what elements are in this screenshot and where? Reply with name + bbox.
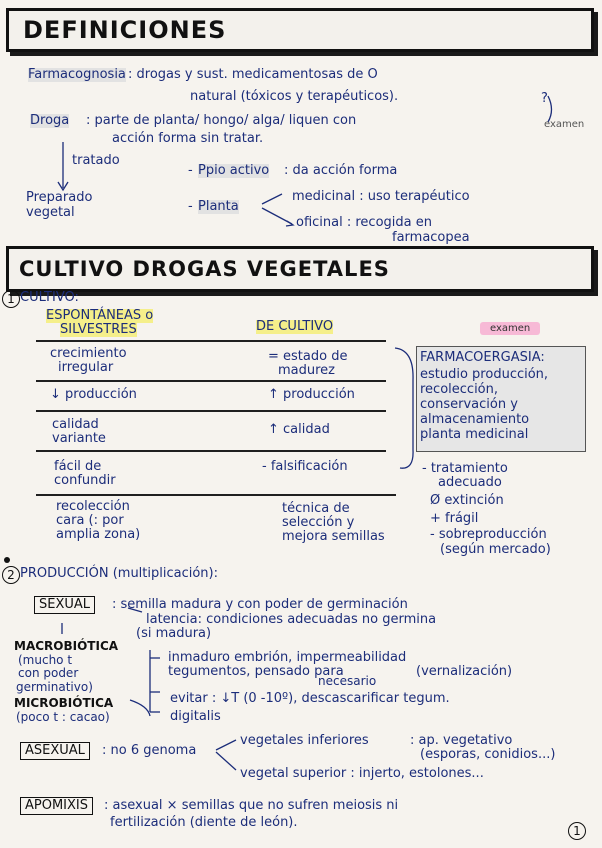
title-definiciones-box (6, 8, 594, 52)
preparado-line1: Preparado (26, 190, 93, 205)
row5-right-line3: mejora semillas (282, 529, 385, 544)
row5-right-line1: técnica de (282, 501, 350, 516)
latencia-line2: (si madura) (136, 626, 212, 641)
asexual-def: : no 6 genoma (102, 743, 197, 758)
farmacognosia-def-line2: natural (tóxicos y terapéuticos). (190, 89, 399, 104)
macro-line2: (mucho t (18, 653, 73, 667)
list-item-sobreproduccion: - sobreproducción (430, 527, 547, 542)
row4-left-line1: fácil de (54, 459, 102, 474)
aparato-vegetativo: : ap. vegetativo (410, 733, 513, 748)
planta-dash: - (188, 199, 193, 214)
row5-left-line2: cara (: por (56, 513, 124, 528)
examen-note: examen (544, 119, 585, 130)
farmacoergasia-line1: estudio producción, (420, 367, 549, 382)
row5-right-line2: selección y (282, 515, 355, 530)
principio-term: Ppio activo (198, 163, 270, 178)
oficinal-line1: oficinal : recogida en (296, 215, 432, 230)
asexual-label: ASEXUAL (20, 742, 90, 760)
causa-line3: necesario (318, 674, 377, 688)
row5-left-line3: amplia zona) (56, 527, 141, 542)
farmacognosia-def-line1: : drogas y sust. medicamentosas de O (128, 67, 378, 82)
principio-dash: - (188, 163, 193, 178)
preparado-line2: vegetal (26, 205, 75, 220)
row1-left-line2: irregular (58, 360, 114, 375)
row1-left-line1: crecimiento (50, 346, 127, 361)
title-cultivo-box (6, 246, 594, 292)
causa-line1: inmaduro embrión, impermeabilidad (168, 650, 407, 665)
row4-right: - falsificación (262, 459, 348, 474)
evitar-line: evitar : ↓T (0 -10º), descascarificar tegum. (170, 691, 450, 706)
latencia-line1: latencia: condiciones adecuadas no germina (146, 612, 437, 627)
farmacoergasia-line3: conservación y (420, 397, 518, 412)
list-item-tratamiento: - tratamiento (422, 461, 508, 476)
question-mark: ? (541, 91, 548, 106)
principio-def: : da acción forma (284, 163, 398, 178)
row4-left-line2: confundir (54, 473, 116, 488)
causa-line4: (vernalización) (416, 664, 513, 679)
droga-def-line1: : parte de planta/ hongo/ alga/ liquen con (86, 113, 357, 128)
sexual-label: SEXUAL (34, 596, 95, 614)
row3-left-line2: variante (52, 431, 106, 446)
row2-right: ↑ producción (268, 387, 355, 402)
row5-left-line1: recolección (56, 499, 130, 514)
list-item-mercado: (según mercado) (440, 542, 551, 557)
macro-line4: germinativo) (16, 680, 93, 694)
row1-right-line1: = estado de (268, 349, 348, 364)
row2-left: ↓ producción (50, 387, 137, 402)
bullet-dot (4, 557, 10, 563)
vegetales-inferiores: vegetales inferiores (240, 733, 369, 748)
planta-term: Planta (198, 199, 239, 214)
droga-def-line2: acción forma sin tratar. (112, 131, 264, 146)
sexual-def: : semilla madura y con poder de germinación (112, 597, 408, 612)
row3-right: ↑ calidad (268, 422, 330, 437)
table-line (36, 340, 386, 342)
vegetal-superior: vegetal superior : injerto, estolones... (240, 766, 484, 781)
farmacognosia-term: Farmacognosia (28, 67, 126, 82)
apomixis-line1: : asexual × semillas que no sufren meiosis ni (104, 798, 399, 813)
table-line (36, 494, 396, 496)
col-right-title: DE CULTIVO (256, 319, 334, 334)
list-item-adecuado: adecuado (438, 475, 502, 490)
table-line (36, 380, 386, 382)
micro-line2: (poco t : cacao) (16, 710, 110, 724)
farmacoergasia-line4: almacenamiento (420, 412, 530, 427)
section-number-2: 2 (2, 566, 20, 584)
droga-term: Droga (30, 113, 70, 128)
examen-tag: examen (480, 322, 540, 335)
farmacoergasia-line2: recolección, (420, 382, 498, 397)
farmacoergasia-line5: planta medicinal (420, 427, 529, 442)
oficinal-line2: farmacopea (392, 230, 470, 245)
produccion-title: PRODUCCIÓN (multiplicación): (20, 566, 218, 581)
tratado-label: tratado (72, 153, 120, 168)
medicinal-line: medicinal : uso terapéutico (292, 189, 470, 204)
title-cultivo: CULTIVO DROGAS VEGETALES (19, 257, 390, 281)
row3-left-line1: calidad (52, 417, 99, 432)
title-definiciones: DEFINICIONES (23, 16, 227, 44)
table-line (36, 450, 386, 452)
apomixis-label: APOMIXIS (20, 797, 93, 815)
cultivo-title: CULTIVO: (20, 290, 79, 305)
micro-line1: MICROBIÓTICA (14, 696, 114, 710)
section-number-1: 1 (2, 290, 20, 308)
causa-line2: tegumentos, pensado para (168, 664, 344, 679)
macro-line3: con poder (18, 666, 79, 680)
esporas-conidios: (esporas, conidios...) (420, 747, 556, 762)
page-number: 1 (568, 822, 586, 840)
col-left-line1: ESPONTÁNEAS o (46, 308, 154, 323)
list-item-fragil: + frágil (430, 511, 479, 526)
list-item-extincion: Ø extinción (430, 493, 504, 508)
macro-line1: MACROBIÓTICA (14, 639, 119, 653)
row1-right-line2: madurez (278, 363, 336, 378)
apomixis-line2: fertilización (diente de león). (110, 815, 298, 830)
farmacoergasia-title: FARMACOERGASIA: (420, 350, 545, 365)
table-line (36, 410, 386, 412)
col-left-line2: SILVESTRES (60, 322, 137, 337)
digitalis-line: digitalis (170, 709, 221, 724)
